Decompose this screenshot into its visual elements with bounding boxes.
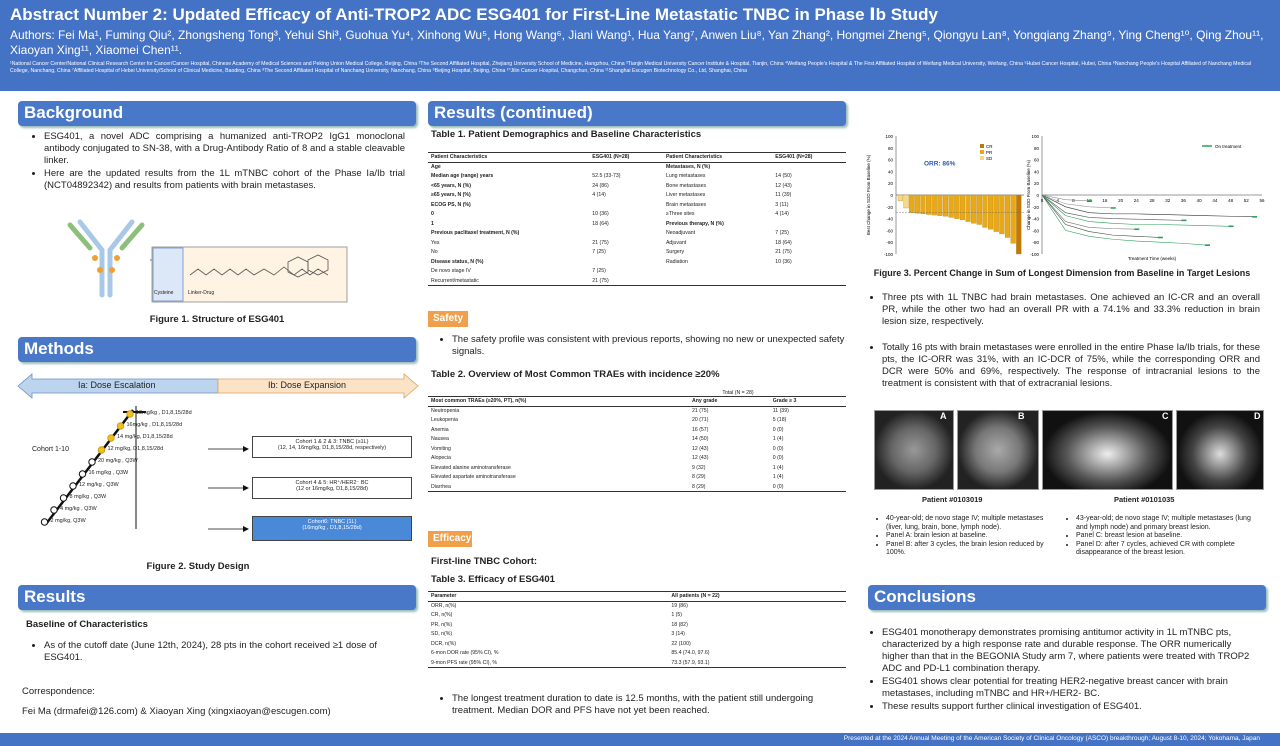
safety-text [438, 334, 848, 359]
safety-tag: Safety [428, 311, 468, 327]
table2-row [428, 425, 846, 435]
table1-cell [772, 276, 846, 286]
sp-x-tick: 32 [1165, 198, 1171, 203]
table3-cell: 9-mon PFS rate (95% CI), % [431, 659, 498, 666]
table1-cell: Brain metastases [665, 201, 707, 208]
table1-cell: Yes [431, 239, 440, 246]
dose-dot [41, 519, 47, 525]
dose-dot [60, 495, 66, 501]
wf-legend-label: SD [986, 156, 993, 161]
table3-header: All patients (N = 22) [668, 592, 846, 602]
wf-bar [932, 195, 937, 215]
table1-cell: 14 (50) [775, 173, 792, 180]
sp-on-treatment-marker [1158, 237, 1163, 239]
sp-x-tick: 36 [1180, 198, 1186, 203]
table1-row [428, 210, 846, 220]
table2-cell: 5 (18) [772, 417, 787, 424]
table1-row [428, 267, 846, 277]
table2-cell: 16 (57) [691, 426, 709, 433]
dose-label: 20 mg/kg , Q3W [98, 458, 138, 464]
table2-row [428, 435, 846, 445]
patient1-bullet-2: • Panel B: after 3 cycles, the brain lesion reduced by 100%. [886, 541, 1056, 558]
wf-bar [977, 195, 982, 225]
table1-cell: 0 [431, 211, 434, 218]
table2-cell: Vomiting [431, 445, 451, 452]
correspondence: Fei Ma (drmafei@126.com) & Xiaoyan Xing (xingxiaoyan@escugen.com) [22, 706, 331, 717]
cohort-label: Cohort 1-10 [32, 446, 69, 453]
table1-row [428, 248, 846, 258]
table2-cell: 11 (39) [772, 408, 789, 414]
table1-cell: 4 (14) [775, 211, 789, 218]
baseline-subheading: Baseline of Characteristics [26, 619, 148, 630]
poster-title: Abstract Number 2: Updated Efficacy of Anti-TROP2 ADC ESG401 for First-Line Metastatic TNBC in Phase Ⅰb Study [10, 5, 938, 24]
sp-y-tick: -100 [1029, 252, 1039, 257]
wf-y-tick: 100 [885, 134, 893, 139]
table2-cell: 12 (43) [691, 445, 709, 452]
wf-y-tick: -60 [886, 228, 893, 234]
brain-bullet-1: • Totally 16 pts with brain metastases were enrolled in the entire Phase Ia/Ib trials, for these pts, the IC-ORR was 31%, with an IC-DCR of 75%, while the corresponding ORR and DCR were 50% and 69%, respectively. The response of intracranial lesions to the treatment is consistent with that of extracranial lesions. [882, 342, 1260, 390]
dose-label: 12 mg/kg , Q3W [79, 482, 119, 488]
sp-x-tick: 52 [1243, 198, 1249, 203]
table2-cell: Neutropenia [431, 408, 460, 414]
wf-y-tick: -20 [886, 204, 893, 210]
efficacy-subheading: First-line TNBC Cohort: [431, 556, 538, 567]
background-text [30, 131, 405, 193]
table3-cell: 6-mon DOR rate (95% CI), % [431, 650, 499, 657]
patient2-bullet-0: • 43-year-old; de novo stage IV; multiple metastases (lung and lymph node) and primary breast lesion. [1076, 515, 1261, 532]
table3-cell: 3 (14) [671, 631, 685, 638]
conclusion-bullet-0: • ESG401 monotherapy demonstrates promising antitumor activity in 1L mTNBC pts, characterized by a high response rate and durable response. The ORR numerically higher than that in the BEGONIA Study arm 7, where patients were treated with TROP2 ADC and PD-L1 combination therapy. [882, 627, 1260, 675]
table3-cell: PR, n(%) [431, 621, 453, 628]
table1-cell: 18 (64) [775, 239, 792, 246]
wf-bar [915, 195, 920, 213]
sp-y-tick: -20 [1032, 204, 1039, 210]
table2-row [428, 406, 846, 416]
table1-cell: 11 (39) [775, 192, 792, 199]
table2-cell: Alopecia [431, 455, 451, 462]
table1-cell: Previous therapy, N (%) [665, 220, 724, 227]
figure3-caption: Figure 3. Percent Change in Sum of Longest Dimension from Baseline in Target Lesions [873, 268, 1251, 278]
table1-cell: 24 (86) [592, 182, 609, 189]
table2-cell: 1 (4) [772, 436, 784, 443]
wf-y-tick: -80 [886, 240, 893, 246]
table1-cell: 10 (36) [775, 258, 792, 265]
wf-y-tick: 0 [890, 193, 893, 198]
dose-dot [89, 459, 95, 465]
linker-drug-label: Linker-Drug [188, 290, 215, 296]
phase-ia-label: Ia: Dose Escalation [78, 380, 156, 390]
table1-cell: Adjuvant [665, 239, 687, 246]
sp-y-tick: 40 [1033, 169, 1039, 175]
table2-cell: 0 (0) [772, 483, 784, 490]
results-text [30, 640, 405, 665]
sp-x-tick: 24 [1133, 198, 1139, 203]
patient2-bullet-2: • Panel D: after 7 cycles, achieved CR with complete disappearance of the breast lesion. [1076, 541, 1261, 558]
sp-on-treatment-marker [1087, 200, 1092, 202]
table2-cell: 8 (29) [691, 483, 706, 490]
table1-cell: Bone metastases [665, 182, 707, 189]
table1-row [428, 172, 846, 182]
table2-cell: 0 (0) [772, 455, 784, 462]
dose-dot [70, 483, 76, 489]
results-continued-heading: Results (continued) [428, 101, 846, 126]
table2-cell: 0 (0) [772, 426, 784, 433]
cohort-box-1: Cohort 1 & 2 & 3: TNBC (≥1L) (12, 14, 16mg/kg, D1,8,15/28d, respectively) [252, 436, 412, 458]
brain-bullet-0: • Three pts with 1L TNBC had brain metastases. One achieved an IC-CR and an overall PR, while the other two had an overall PR with a 74.1% and 33.3% reduction in brain lesion size, respectively. [882, 292, 1260, 328]
patient2-details [1066, 515, 1261, 558]
wf-y-tick: 60 [887, 157, 893, 163]
cohort-box-3: Cohort6: TNBC (1L) (16mg/kg , D1,8,15/28d) [252, 516, 412, 541]
sp-on-treatment-marker [1181, 220, 1186, 222]
table1-cell: ≥Three sites [665, 211, 695, 218]
table1-cell: 1 [431, 220, 434, 227]
sp-y-tick: -80 [1032, 240, 1039, 246]
table3-cell: DCR, n(%) [431, 640, 457, 647]
cysteine-label: Cysteine [154, 290, 174, 296]
wf-bar [949, 195, 954, 217]
conclusion-bullet-2: • These results support further clinical investigation of ESG401. [882, 701, 1260, 713]
figure3 [862, 130, 1264, 265]
wf-bar [909, 195, 914, 213]
table1-cell: Radiation [665, 258, 688, 265]
table3-cell: ORR, n(%) [431, 603, 457, 609]
table1-cell: 3 (11) [775, 201, 789, 208]
table1-cell: Previous paclitaxel treatment, N (%) [431, 230, 520, 237]
figure2-caption: Figure 2. Study Design [146, 561, 250, 572]
dose-label: 4 mg/kg , Q3W [60, 506, 97, 512]
wf-legend-swatch [980, 156, 984, 160]
table1-header: Patient Characteristics [428, 153, 589, 163]
table2 [428, 390, 846, 492]
dose-dot [98, 447, 104, 453]
efficacy-tag: Efficacy [428, 531, 472, 547]
table1-row [428, 191, 846, 201]
table2-cell: Elevated aspartate aminotransferase [431, 474, 516, 481]
table2-header: Any grade [689, 397, 770, 407]
table1-cell: No [431, 249, 438, 256]
table2-cell: 0 (0) [772, 445, 784, 452]
wf-bar [1016, 195, 1021, 254]
table1-cell [589, 229, 663, 239]
table1-row [428, 181, 846, 191]
table1-row [428, 229, 846, 239]
table1-cell [772, 162, 846, 172]
table1-cell: 52.5 (33-73) [592, 173, 621, 180]
table1-cell: 7 (25) [775, 230, 789, 237]
correspondence-label: Correspondence: [22, 686, 95, 697]
panel-letter-b: B [1018, 411, 1025, 421]
sp-x-tick: 20 [1118, 198, 1124, 203]
table2-cell: 14 (50) [691, 436, 709, 443]
dose-dot [79, 471, 85, 477]
table1-cell: 10 (36) [592, 211, 609, 218]
study-design-figure [18, 374, 418, 549]
cohort-box-2: Cohort 4 & 5: HR⁺/HER2⁻ BC (12 or 16mg/kg, D1,8,15/28d) [252, 477, 412, 499]
brain-text [868, 292, 1260, 391]
table1-cell: Liver metastases [665, 192, 706, 199]
table1-row [428, 238, 846, 248]
dose-label: 18mg/kg , D1,8,15/28d [136, 410, 192, 416]
wf-bar [999, 195, 1004, 234]
table1-header: Patient Characteristics [663, 153, 772, 163]
table1-row [428, 219, 846, 229]
wf-y-tick: 40 [887, 169, 893, 175]
sp-on-treatment-marker [1111, 207, 1116, 209]
patient1-bullet-1: • Panel A: brain lesion at baseline. [886, 532, 1056, 541]
table1-cell [589, 162, 663, 172]
table1-title: Table 1. Patient Demographics and Baseline Characteristics [431, 129, 702, 140]
dose-dot [117, 423, 123, 429]
table1-cell: <65 years, N (%) [431, 182, 471, 189]
sp-y-label: Change in SOD From Baseline (%) [1026, 159, 1031, 231]
wf-bar [971, 195, 976, 223]
table1-cell [663, 276, 772, 286]
dose-label: 16 mg/kg , Q3W [88, 470, 129, 476]
table2-cell: 9 (32) [691, 464, 706, 471]
table2-row [428, 454, 846, 464]
table3-row [428, 630, 846, 640]
methods-heading: Methods [18, 337, 416, 362]
table3-row [428, 649, 846, 659]
table2-cell: Leukopenia [431, 417, 458, 424]
figure1-caption: Figure 1. Structure of ESG401 [149, 314, 285, 325]
table2-cell: 1 (4) [772, 464, 784, 471]
table1-cell [772, 219, 846, 229]
table3-cell: 22 (100) [671, 640, 691, 647]
table1-cell: 21 (75) [592, 239, 609, 246]
table1-cell: Recurrent/metastatic [431, 277, 479, 284]
panel-letter-a: A [940, 411, 947, 421]
results-bullet-0: • As of the cutoff date (June 12th, 2024), 28 pts in the cohort received ≥1 dose of ESG401. [44, 640, 405, 664]
sp-on-treatment-marker [1229, 225, 1234, 227]
sp-x-tick: 44 [1212, 198, 1218, 203]
sp-y-tick: -60 [1032, 228, 1039, 234]
efficacy-bullet: • The longest treatment duration to date is 12.5 months, with the patient still undergoing treatment. Median DOR and PFS have not yet been reached. [452, 693, 848, 717]
phase-ib-label: Ib: Dose Expansion [268, 380, 347, 390]
table1-cell [663, 267, 772, 277]
table2-cell: 21 (75) [691, 408, 709, 414]
panel-b-image [957, 410, 1039, 490]
poster-header [0, 0, 1280, 91]
table2-header: Most common TRAEs (≥20%, PT), n(%) [428, 397, 689, 407]
table3 [428, 591, 846, 668]
table1-cell: Surgery [665, 249, 685, 256]
table3-cell: 19 (86) [671, 603, 688, 609]
authors: Authors: Fei Ma¹, Fuming Qiu², Zhongsheng Tong³, Yehui Shi³, Guohua Yu⁴, Xinhong Wu⁵, Hong Wang⁶, Jiani Wang¹, Hua Yang⁷, Anwen Liu⁸, Yan Zhang², Hongmei Zheng⁵, Qiongyu Lan⁸, Yongqiang Zhang⁹, Ying Cheng¹⁰, Qing Zhou¹¹, Xiaoyan Xing¹¹, Xiaomei Chen¹¹. [10, 28, 1264, 57]
dose-label: 14 mg/kg, D1,8,15/28d [117, 434, 173, 440]
table3-title: Table 3. Efficacy of ESG401 [431, 574, 555, 585]
table1-cell: Lung metastases [665, 173, 706, 180]
wf-y-tick: -100 [883, 252, 893, 257]
wf-bar [1005, 195, 1010, 237]
panel-letter-d: D [1254, 411, 1261, 421]
wf-bar [988, 195, 993, 229]
sp-y-tick: 0 [1036, 193, 1039, 198]
panel-letter-c: C [1162, 411, 1169, 421]
table2-cell: Anemia [431, 426, 449, 433]
patient2-label: Patient #0101035 [1114, 495, 1175, 504]
sp-y-tick: -40 [1032, 216, 1039, 222]
patient1-label: Patient #0103019 [922, 495, 983, 504]
table3-cell: 73.3 (57.9, 93.1) [671, 659, 710, 666]
wf-bar [943, 195, 948, 216]
table2-cell: 8 (29) [691, 474, 706, 481]
sp-y-tick: 20 [1033, 181, 1039, 187]
table2-cell: Elevated alanine aminotransferase [431, 464, 511, 471]
table1-cell: Disease status, N (%) [431, 258, 484, 265]
dose-dot [108, 435, 114, 441]
table2-row [428, 416, 846, 426]
sp-x-tick: 0 [1040, 198, 1044, 203]
esg401-structure-figure [60, 200, 350, 305]
sp-x-tick: 56 [1259, 198, 1265, 203]
table2-row [428, 482, 846, 492]
sp-on-treatment-marker [1205, 244, 1210, 246]
table3-row [428, 601, 846, 611]
wf-bar [994, 195, 999, 232]
table1-cell [589, 200, 663, 210]
sp-x-tick: 8 [1072, 198, 1075, 203]
table2-cell: Nausea [431, 436, 449, 443]
table1-row [428, 200, 846, 210]
wf-y-tick: -40 [886, 216, 893, 222]
wf-y-tick: 20 [887, 181, 893, 187]
results-heading: Results [18, 585, 416, 610]
table3-cell: 1 (5) [671, 612, 683, 619]
table3-cell: CR, n(%) [431, 612, 453, 619]
panel-a-image [874, 410, 954, 490]
wf-bar [898, 195, 903, 201]
table1-row [428, 276, 846, 286]
table1 [428, 152, 846, 286]
sp-x-tick: 16 [1102, 198, 1108, 203]
footer: Presented at the 2024 Annual Meeting of the American Society of Clinical Oncology (ASCO) breakthrough; August 8-10, 2024; Yokohama, Japan [0, 733, 1280, 746]
table2-cell: 20 (71) [691, 417, 709, 424]
table1-cell: 21 (75) [592, 277, 609, 284]
dose-label: 16mg/kg , D1,8,15/28d [126, 422, 183, 428]
conclusions-text [868, 627, 1260, 714]
conclusion-bullet-1: • ESG401 shows clear potential for treating HER2-negative breast cancer with brain metastases, including mTNBC and HR+/HER2- BC. [882, 676, 1260, 700]
table1-cell: Median age (range) years [431, 173, 494, 180]
wf-bar [966, 195, 971, 222]
sp-legend-label: On treatment [1215, 144, 1242, 149]
dose-dot [51, 507, 57, 513]
sp-y-tick: 60 [1033, 157, 1039, 163]
table2-row [428, 444, 846, 454]
wf-bar [904, 195, 909, 208]
table2-row [428, 463, 846, 473]
table3-row [428, 611, 846, 621]
table1-row [428, 162, 846, 172]
wf-bar [926, 195, 931, 214]
wf-legend-swatch [980, 144, 984, 148]
conclusions-heading: Conclusions [868, 585, 1266, 610]
wf-legend-swatch [980, 150, 984, 154]
wf-bar [921, 195, 926, 214]
sp-on-treatment-marker [1134, 228, 1139, 230]
wf-y-label: Best Change in SOD From Baseline (%) [866, 154, 871, 236]
dose-label: 12 mg/kg, D1,8,15/28d [107, 446, 164, 452]
table2-title: Table 2. Overview of Most Common TRAEs with incidence ≥20% [431, 369, 720, 380]
panel-d-image [1176, 410, 1264, 490]
table1-cell: ≥65 years, N (%) [431, 192, 471, 199]
patient1-bullet-0: • 40-year-old; de novo stage IV; multiple metastases (liver, lung, brain, bone, lymph node). [886, 515, 1056, 532]
sp-x-label: Treatment Time (weeks) [1127, 256, 1177, 261]
table1-row [428, 257, 846, 267]
dose-dot [127, 411, 133, 417]
wf-legend-label: PR [986, 150, 993, 155]
sp-x-tick: 28 [1149, 198, 1155, 203]
table1-cell: 7 (25) [592, 268, 606, 275]
wf-bar [1011, 195, 1016, 243]
sp-x-tick: 4 [1056, 198, 1059, 203]
panel-c-image [1042, 410, 1173, 490]
table3-cell: 18 (82) [671, 621, 688, 628]
sp-y-tick: 80 [1033, 145, 1039, 151]
safety-bullet: • The safety profile was consistent with previous reports, showing no new or unexpected safety signals. [452, 334, 848, 358]
table1-cell: Metastases, N (%) [665, 164, 711, 170]
sp-on-treatment-marker [1252, 216, 1257, 218]
orr-label: ORR: 86% [924, 160, 956, 168]
table3-cell: 85.4 (74.0, 97.6) [671, 650, 710, 657]
table1-header: ESG401 (N=28) [772, 153, 846, 163]
figure3-charts [862, 130, 1264, 265]
patient2-bullet-1: • Panel C: breast lesion at baseline. [1076, 532, 1261, 541]
table1-cell [772, 267, 846, 277]
table3-row [428, 639, 846, 649]
efficacy-text [438, 693, 848, 718]
table1-cell [589, 257, 663, 267]
wf-legend-label: CR [986, 144, 993, 149]
background-bullet-1: • Here are the updated results from the 1L mTNBC cohort of the Phase Ia/Ib trial (NCT04892342) and results from patients with brain metastases. [44, 168, 405, 192]
table2-row [428, 473, 846, 483]
wf-bar [954, 195, 959, 219]
wf-y-tick: 80 [887, 145, 893, 151]
dose-label: 2 mg/kg, Q3W [50, 518, 86, 524]
table1-cell: 7 (25) [592, 249, 606, 256]
sp-x-tick: 48 [1228, 198, 1234, 203]
table1-cell: ECOG PS, N (%) [431, 201, 471, 208]
table1-cell: 21 (75) [775, 249, 792, 256]
background-heading: Background [18, 101, 416, 126]
sp-x-tick: 40 [1196, 198, 1202, 203]
table1-cell: Age [431, 164, 441, 170]
table1-cell: 12 (43) [775, 182, 792, 189]
table2-total: Total (N = 28) [722, 390, 754, 396]
table3-row [428, 620, 846, 630]
patient1-details [876, 515, 1056, 558]
table2-cell: 12 (43) [691, 455, 709, 462]
dose-label: 8 mg/kg , Q3W [69, 494, 107, 500]
affiliations: ¹National Cancer Center/National Clinical Research Center for Cancer/Cancer Hospital, Chinese Academy of Medical Sciences and Peking Union Medical College, Beijing, China ²The Second Affiliated Hospital, Zhejiang University School of Medicine, Hangzhou, China ³Tianjin Medical University Cancer Institute & Hospital, Tianjin, China ⁴Weifang People's Hospital & The First Affiliated Hospital of Weifang Medical University, Weifang, China ⁵Hubei Cancer Hospital, Hubei, China ⁶Nanchang People's Hospital Affiliated of Nanchang Medical College, Nanchang, China ⁷Affiliated Hospital of Hebei University/School of Clinical Medicine, Baoding, China ⁸The Second Affiliated Hospital of Nanchang University, Nanchang, China ⁹Beijing Hospital, Beijing, China ¹⁰Jilin Cancer Hospital, Changchun, China ¹¹Shanghai Escugen Biotechnology Co., Ltd, Shanghai, China [10, 61, 1252, 74]
sp-y-tick: 100 [1031, 134, 1039, 139]
table2-cell: 1 (4) [772, 474, 784, 481]
table1-cell: 18 (64) [592, 220, 609, 227]
table2-cell: Diarrhea [431, 483, 451, 490]
table1-cell: Neoadjuvant [665, 230, 696, 237]
wf-bar [960, 195, 965, 220]
table1-cell: De novo stage IV [431, 268, 471, 275]
wf-bar [983, 195, 988, 227]
table3-header: Parameter [428, 592, 668, 602]
table1-header: ESG401 (N=28) [589, 153, 663, 163]
table3-row [428, 658, 846, 668]
table1-cell: 4 (14) [592, 192, 606, 199]
table2-header: Grade ≥ 3 [770, 397, 846, 407]
table3-cell: SD, n(%) [431, 631, 453, 638]
background-bullet-0: • ESG401, a novel ADC comprising a humanized anti-TROP2 IgG1 monoclonal antibody conjugated to SN-38, with a Drug-Antibody Ratio of 8 and a stable cleavable linker. [44, 131, 405, 167]
